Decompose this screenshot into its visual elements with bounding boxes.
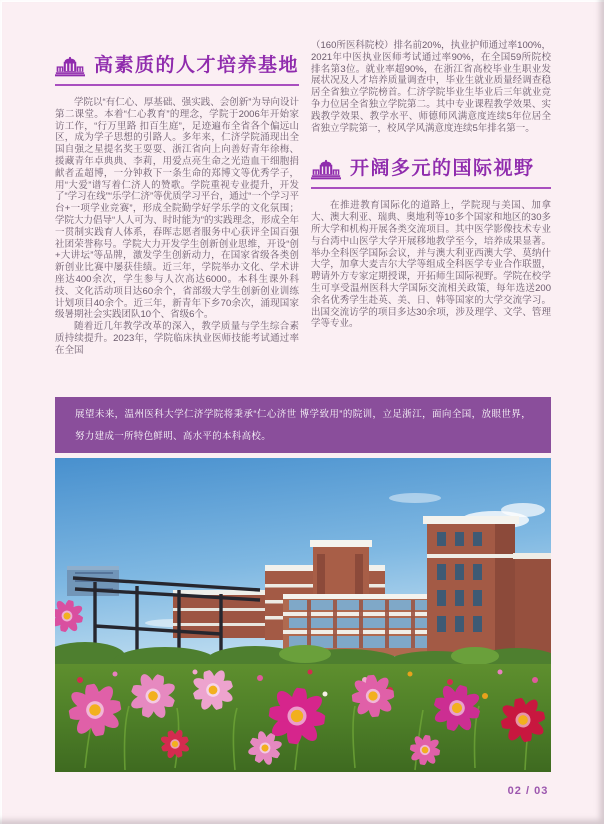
building-gate-icon (55, 55, 85, 77)
building-gate-icon (311, 158, 341, 180)
vision-banner: 展望未来，温州医科大学仁济学院将秉承“仁心济世 博学致用”的院训，立足浙江，面向全国，放眼世界，努力建成一所特色鲜明、高水平的本科高校。 (55, 397, 551, 453)
right-column (311, 40, 551, 330)
left-column (55, 55, 299, 357)
section-header-talent-base (55, 55, 299, 86)
body-paragraph: 在推进教育国际化的道路上，学院现与美国、加拿大、澳大利亚、瑞典、奥地利等10多个国家和地区的30多所大学和机构开展各类交流项目。其中医学影像技术专业与台湾中山医学大学开展移地教学至今，培养成果显著。举办全科医学国际会议，并与澳大利亚西澳大学、莫纳什大学，加拿大麦吉尔大学等组成全科医学专业合作联盟，聘请外方专家定期授课，开拓师生国际视野。学院在校学生可享受温州医科大学国际交流相关政策，每年选送200余名优秀学生赴英、美、日、韩等国家的大学交流学习。出国交流访学的项目多达30余项，涉及理学、文学、管理学等专业。 (311, 200, 551, 330)
section-title: 开阔多元的国际视野 (350, 158, 535, 180)
section-header-international (311, 158, 551, 189)
body-paragraph: 学院以“有仁心、厚基础、强实践、会创新”为导向设计第二课堂。本着“仁心教育”的理念，学院于2006年开始家访工作，“行万里路 扣百生庭”，足迹遍布全省各个偏远山区，成为学子思想的引路人。多年来，仁济学院涌现出全国自强之星提名奖王耍耍、浙江省向上向善好青年徐梅、援藏青年卓典典、李莉，用爱点亮生命之光造血干细胞捐献者孟超博，一分钟救下一条生命的郑博文等优秀学子，用“大爱”谱写着仁济人的赞歌。学院重视专业提升，开发了“学习在线”“乐学仁济”等优质学习平台，通过“一个学习平台+一项学业竞赛”，形成全院勤学好学乐学的文化氛围；学院大力倡导“人人可为、时时能为”的实践理念，形成全年一贯制实践育人体系，春晖志愿者服务中心获评全国百强社团荣誉称号。学院大力开发学生创新创业思维，开设“创+大讲坛”等品牌，激发学生创新动力，在国家省级各类创新创业比赛中屡获佳绩。近三年，学院举办文化、学术讲座达400余次，学生参与人次高达6000。本科生课外科技、文化活动项目达60余个，省部级大学生创新创业训练计划项目40余个。近三年，新青年下乡70余次，涌现国家级暑期社会实践团队10个、省级6个。 (55, 97, 299, 321)
body-paragraph-continuation: （160所医科院校）排名前20%，执业护师通过率100%，2021年中医执业医师考试通过率90%，在全国59所院校排名第3位。就业率超90%，在浙江省高校毕业生职业发展状况及人才培养质量调查中，毕业生就业质量经调查稳居全省独立学院榜首。仁济学院毕业生毕业后三年就业竞争力位居全省独立学院第二。其中专业课程教学效果、实践教学效果、教学水平、师德师风满意度连续5年位居全省独立学院第一，校风学风满意度连续5年排名第一。 (311, 40, 551, 134)
page-number: 02 / 03 (507, 785, 549, 797)
body-paragraph: 随着近几年教学改革的深入，教学质量与学生综合素质持续提升。2023年，学院临床执业医师技能考试通过率在全国 (55, 321, 299, 356)
campus-photo (55, 458, 551, 772)
section-title: 高素质的人才培养基地 (94, 55, 300, 77)
